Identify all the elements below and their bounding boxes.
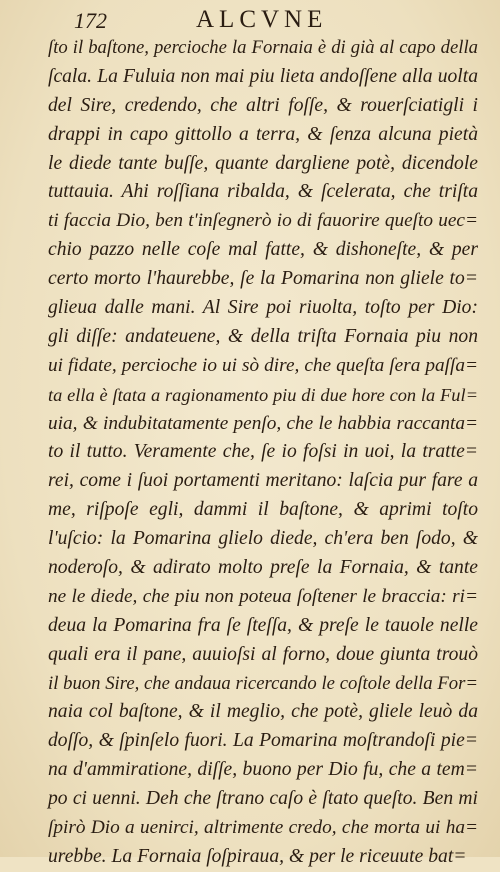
text-line: ſcala. La Fuluia non mai piu lieta andoſſene alla uolta	[48, 65, 478, 87]
text-line: doſſo, & ſpinſelo fuori. La Pomarina moſtrandoſi pie=	[48, 730, 478, 752]
text-line: gli diſſe: andateuene, & della triſta Fornaia piu non	[48, 325, 478, 347]
text-line: na d'ammiratione, diſſe, buono per Dio fu, che a tem=	[48, 759, 478, 781]
text-line: uia, & indubitatamente penſo, che le habbia raccanta=	[48, 412, 478, 434]
text-line: to il tutto. Veramente che, ſe io foſsi in uoi, la tratte=	[48, 441, 478, 463]
text-line: ſpirò Dio a uenirci, altrimente credo, che morta ui ha=	[48, 817, 478, 839]
text-line: ſto il baſtone, percioche la Fornaia è di già al capo della	[48, 37, 478, 58]
running-head: ALCVNE	[196, 6, 328, 33]
text-line: chio pazzo nelle coſe mal fatte, & dishoneſte, & per	[48, 239, 478, 261]
text-line: ne le diede, che piu non poteua ſoſtener le braccia: ri=	[48, 585, 478, 607]
text-line: ta ella è ſtata a ragionamento piu di due hore con la Ful=	[48, 384, 478, 405]
body-text	[48, 34, 478, 872]
text-line: me, riſpoſe egli, dammi il baſtone, & aprimi toſto	[48, 499, 478, 521]
text-line: il buon Sire, che andaua ricercando le coſtole della For=	[48, 672, 478, 694]
text-line: deua la Pomarina fra ſe ſteſſa, & preſe le tauole nelle	[48, 614, 478, 636]
text-line: urebbe. La Fornaia ſoſpiraua, & per le riceuute bat=	[48, 845, 467, 867]
text-line: glieua dalle mani. Al Sire poi riuolta, toſto per Dio:	[48, 297, 478, 319]
text-line: tuttauia. Ahi roſſiana ribalda, & ſcelerata, che triſta	[48, 181, 478, 203]
text-line: rei, come i ſuoi portamenti meritano: laſcia pur fare a	[48, 470, 478, 492]
text-line: noderoſo, & adirato molto preſe la Fornaia, & tante	[48, 557, 478, 579]
page-header	[74, 6, 430, 36]
text-line: del Sire, credendo, che altri foſſe, & rouerſciatigli i	[48, 94, 478, 116]
text-line: ti faccia Dio, ben t'inſegnerò io di fauorire queſto uec=	[48, 210, 478, 232]
text-line: naia col baſtone, & il meglio, che potè, gliele leuò da	[48, 701, 478, 723]
text-line: po ci uenni. Deh che ſtrano caſo è ſtato queſto. Ben mi	[48, 788, 478, 810]
text-line: certo morto l'haurebbe, ſe la Pomarina non gliele to=	[48, 268, 478, 290]
text-line: ui fidate, percioche io ui sò dire, che queſta ſera paſſa=	[48, 354, 478, 376]
text-line: le diede tante buſſe, quante dargliene potè, dicendole	[48, 152, 478, 174]
page-number: 172	[74, 8, 107, 33]
text-line: drappi in capo gittollo a terra, & ſenza alcuna pietà	[48, 123, 478, 145]
text-line: quali era il pane, auuioſsi al forno, doue giunta trouò	[48, 643, 478, 665]
text-line: l'uſcio: la Pomarina glielo diede, ch'era ben ſodo, &	[48, 528, 478, 550]
